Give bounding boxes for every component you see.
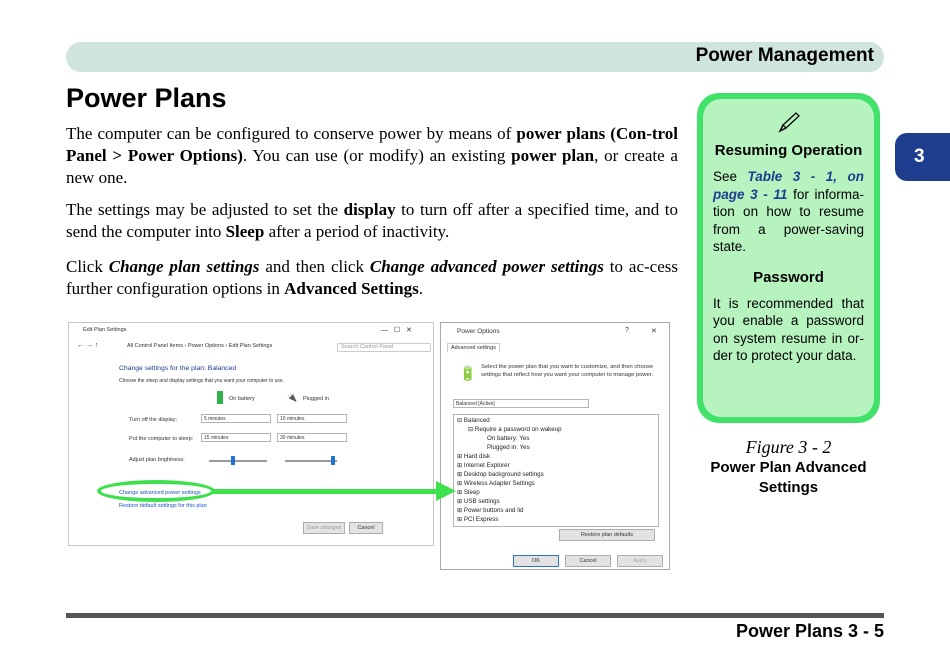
- display-plugged-select[interactable]: 10 minutes: [277, 414, 347, 423]
- tree-item[interactable]: ⊞ PCI Express: [457, 516, 499, 523]
- settings-tree[interactable]: [453, 414, 659, 527]
- tree-item[interactable]: Plugged in: Yes: [487, 444, 530, 451]
- page-title: Power Plans: [66, 83, 227, 113]
- tree-item[interactable]: ⊞ Desktop background settings: [457, 471, 544, 478]
- plugged-in-label: Plugged in: [303, 396, 329, 402]
- window-title-2: Power Options: [457, 328, 500, 335]
- note-box: [703, 99, 874, 417]
- note-text-password: It is recommended that you enable a password on system resume in or-der to protect your data.: [713, 295, 864, 363]
- search-input[interactable]: Search Control Panel: [337, 343, 431, 352]
- tree-item[interactable]: ⊞ USB settings: [457, 498, 500, 505]
- sleep-plugged-select[interactable]: 30 minutes: [277, 433, 347, 442]
- tree-item[interactable]: ⊞ Sleep: [457, 489, 480, 496]
- window-controls-icon[interactable]: — ☐ ✕: [381, 327, 412, 334]
- tree-item[interactable]: ⊞ Hard disk: [457, 453, 491, 460]
- footer-bar: [66, 613, 884, 618]
- restore-defaults-link[interactable]: Restore default settings for this plan: [119, 503, 207, 509]
- window-title-1: Edit Plan Settings: [83, 327, 127, 333]
- cancel-button-2[interactable]: Cancel: [565, 555, 611, 567]
- cancel-button-1[interactable]: Cancel: [349, 522, 383, 534]
- battery-icon: [217, 391, 223, 404]
- paragraph-3: Click Change plan settings and then click Change advanced power settings to ac-cess further configuration options in Advanced Settings.: [66, 257, 678, 298]
- nav-arrows-icon[interactable]: ← → ↑: [77, 342, 99, 349]
- brightness-plugged-knob[interactable]: [331, 456, 335, 465]
- plan-heading: Change settings for the plan: Balanced: [119, 365, 237, 372]
- power-options-icon: 🔋: [459, 365, 477, 381]
- save-changes-button[interactable]: Save changes: [303, 522, 345, 534]
- address-bar[interactable]: All Control Panel Items › Power Options › Edit Plan Settings: [127, 343, 273, 349]
- on-battery-label: On battery: [229, 396, 255, 402]
- figure-title: Power Plan Advanced Settings: [710, 459, 867, 496]
- tree-item[interactable]: ⊞ Wireless Adapter Settings: [457, 480, 535, 487]
- paragraph-2: The settings may be adjusted to set the display to turn off after a specified time, and to send the computer into Sleep after a period of inactivity.: [66, 200, 678, 241]
- tree-item[interactable]: ⊟ Require a password on wakeup: [468, 426, 562, 433]
- arrow-head-icon: [436, 481, 456, 501]
- apply-button[interactable]: Apply: [617, 555, 663, 567]
- tree-item[interactable]: ⊞ Internet Explorer: [457, 462, 510, 469]
- sleep-label: Put the computer to sleep:: [129, 436, 194, 442]
- brightness-plugged-slider[interactable]: [285, 460, 337, 462]
- plan-subheading: Choose the sleep and display settings that you want your computer to use.: [119, 378, 285, 384]
- ok-button[interactable]: OK: [513, 555, 559, 567]
- figure-number: Figure 3 - 2: [745, 437, 832, 457]
- plan-select[interactable]: Balanced [Active]: [453, 399, 589, 408]
- plug-icon: 🔌: [287, 393, 297, 402]
- change-advanced-link[interactable]: Change advanced power settings: [119, 490, 201, 496]
- brightness-battery-slider[interactable]: [209, 460, 267, 462]
- sleep-battery-select[interactable]: 15 minutes: [201, 433, 271, 442]
- paragraph-1: The computer can be configured to conserve power by means of power plans (Con-trol Panel > Power Options). You can use (or modify) an existing power plan, or create a new one.: [66, 124, 678, 187]
- chapter-tab: 3: [895, 133, 950, 181]
- figure-caption: [697, 436, 880, 498]
- note-heading-resuming: Resuming Operation: [714, 142, 863, 159]
- pencil-icon: [776, 111, 802, 135]
- help-icon[interactable]: ?: [625, 327, 629, 334]
- highlight-ellipse: [97, 480, 215, 502]
- arrow-line: [212, 489, 440, 494]
- display-label: Turn off the display:: [129, 417, 177, 423]
- power-options-window: [440, 322, 670, 570]
- tab-advanced-settings[interactable]: Advanced settings: [447, 343, 500, 352]
- header-title: Power Management: [695, 45, 874, 66]
- brightness-label: Adjust plan brightness:: [129, 457, 185, 463]
- tree-item[interactable]: On battery: Yes: [487, 435, 530, 442]
- advanced-description: Select the power plan that you want to customize, and then choose settings that reflect how you want your computer to manage power.: [481, 364, 654, 378]
- tree-item[interactable]: ⊟ Balanced: [457, 417, 490, 424]
- edit-plan-settings-window: [68, 322, 434, 546]
- close-icon[interactable]: ✕: [651, 328, 657, 335]
- footer-page-label: Power Plans 3 - 5: [735, 621, 884, 641]
- table-reference-link[interactable]: Table 3 - 1, on page 3 - 11: [713, 169, 864, 202]
- restore-plan-defaults-button[interactable]: Restore plan defaults: [559, 529, 655, 541]
- display-battery-select[interactable]: 5 minutes: [201, 414, 271, 423]
- tree-item[interactable]: ⊞ Power buttons and lid: [457, 507, 524, 514]
- note-text-resuming: See Table 3 - 1, on page 3 - 11 for informa-tion on how to resume from a power-saving state.: [713, 169, 864, 254]
- note-heading-password: Password: [753, 268, 824, 286]
- brightness-battery-knob[interactable]: [231, 456, 235, 465]
